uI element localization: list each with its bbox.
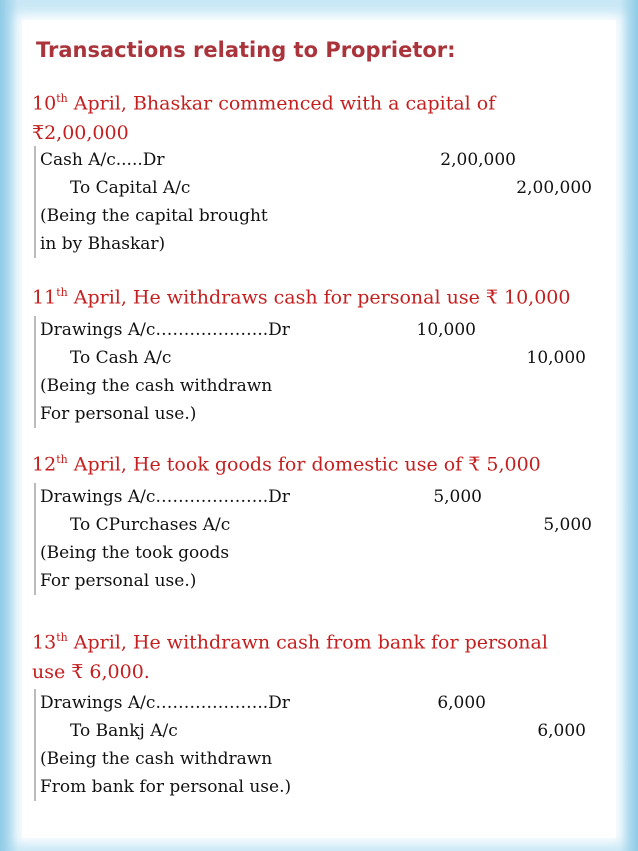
narration-line: From bank for personal use.) — [40, 777, 292, 797]
journal-entry-4 — [34, 689, 600, 801]
credit-amount: 2,00,000 — [516, 178, 592, 198]
narration-line: (Being the cash withdrawn — [40, 749, 273, 769]
journal-entry-3 — [34, 483, 600, 595]
credit-amount: 10,000 — [526, 348, 586, 368]
narration-line: For personal use.) — [40, 571, 197, 591]
narration-line: in by Bhaskar) — [40, 234, 166, 254]
credit-line: To Capital A/c — [70, 178, 191, 198]
transaction-heading-4: 13th April, He withdrawn cash from bank for personal use ₹ 6,000. — [32, 631, 548, 684]
credit-amount: 6,000 — [537, 721, 586, 741]
transaction-heading-1: 10th April, Bhaskar commenced with a capital of ₹2,00,000 — [32, 92, 496, 145]
page-title: Transactions relating to Proprietor: — [36, 38, 456, 62]
journal-entry-1 — [34, 146, 600, 258]
debit-line: Cash A/c.....Dr — [40, 150, 165, 170]
debit-line: Drawings A/c………………..Dr — [40, 693, 290, 713]
transaction-heading-2: 11th April, He withdraws cash for personal use ₹ 10,000 — [32, 286, 571, 309]
transaction-heading-3: 12th April, He took goods for domestic use of ₹ 5,000 — [32, 453, 541, 476]
debit-line: Drawings A/c………………..Dr — [40, 487, 290, 507]
narration-line: (Being the took goods — [40, 543, 230, 563]
debit-amount: 2,00,000 — [440, 150, 516, 170]
narration-line: (Being the cash withdrawn — [40, 376, 273, 396]
credit-line: To Bankj A/c — [70, 721, 178, 741]
credit-amount: 5,000 — [543, 515, 592, 535]
debit-amount: 5,000 — [433, 487, 482, 507]
credit-line: To CPurchases A/c — [70, 515, 231, 535]
narration-line: For personal use.) — [40, 404, 197, 424]
credit-line: To Cash A/c — [70, 348, 172, 368]
debit-amount: 6,000 — [437, 693, 486, 713]
debit-line: Drawings A/c………………..Dr — [40, 320, 290, 340]
narration-line: (Being the capital brought — [40, 206, 268, 226]
debit-amount: 10,000 — [416, 320, 476, 340]
journal-entry-2 — [34, 316, 600, 428]
